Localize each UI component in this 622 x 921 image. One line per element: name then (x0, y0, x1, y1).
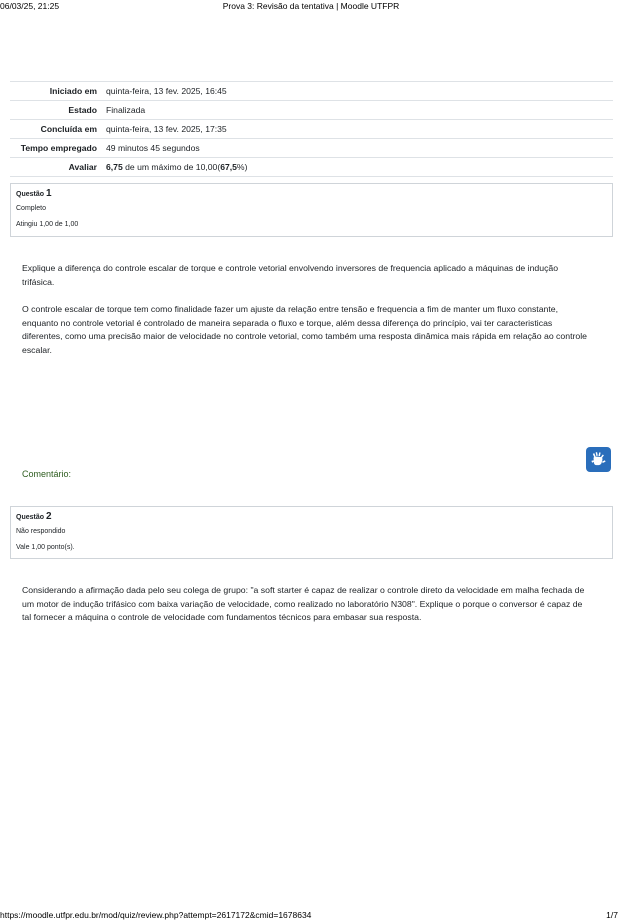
print-datetime: 06/03/25, 21:25 (0, 1, 60, 11)
print-footer (0, 909, 622, 921)
print-header (0, 0, 622, 12)
summary-value: quinta-feira, 13 fev. 2025, 17:35 (106, 124, 227, 134)
summary-row-completed (10, 120, 613, 139)
attempt-summary-table (10, 81, 613, 177)
summary-label: Tempo empregado (20, 143, 97, 153)
summary-label: Avaliar (68, 162, 97, 172)
question-info-1 (10, 183, 613, 237)
question-number-value: 2 (45, 511, 52, 522)
summary-label: Estado (68, 105, 97, 115)
summary-value: 49 minutos 45 segundos (106, 143, 200, 153)
summary-label: Concluída em (40, 124, 97, 134)
grade-text: de um máximo de 10,00( (122, 162, 221, 172)
question-state: Não respondido (16, 528, 66, 535)
print-url: https://moodle.utfpr.edu.br/mod/quiz/review.php?attempt=2617172&cmid=1678634 (0, 910, 312, 920)
summary-grade-value (102, 158, 613, 177)
question-1-prompt: Explique a diferença do controle escalar de torque e controle vetorial envolvendo inversores de frequencia aplicado a máquinas de indução trifásica. (22, 263, 559, 287)
accessibility-button[interactable] (586, 447, 611, 472)
print-page-number: 1/7 (606, 910, 618, 920)
question-number-value: 1 (45, 188, 52, 199)
summary-row-started (10, 82, 613, 101)
summary-label: Iniciado em (49, 86, 97, 96)
question-2-prompt: Considerando a afirmação dada pelo seu colega de grupo: "a soft starter é capaz de realizar o controle direto da velocidade em malha fechada de um motor de indução trifásico com baixa variação de velocidade, como realizado no laboratório N308". Explique o porque o conversor é capaz de tal fornecer a máquina o controle de velocidade com fundamentos técnicos para embasar sua resposta. (22, 585, 585, 622)
question-number (16, 511, 607, 524)
question-grade: Atingiu 1,00 de 1,00 (16, 221, 79, 228)
summary-row-time-taken (10, 139, 613, 158)
question-1-answer: O controle escalar de torque tem como finalidade fazer um ajuste da relação entre tensão e frequencia a fim de manter um fluxo constante, enquanto no controle vetorial é controlado de maneira separada o fluxo e torque, além dessa diferença do princípio, vai ter caracteristicas diferentes, como uma precisão maior de velocidade no controle vetorial, como também uma resposta dinâmica mais rápida em relação ao controle escalar. (22, 304, 587, 355)
question-1-comment-label: Comentário: (22, 469, 72, 479)
summary-value: Finalizada (106, 105, 146, 115)
grade-text-end: %) (236, 162, 248, 172)
hand-sign-language-icon (590, 451, 607, 468)
summary-row-grade (10, 158, 613, 177)
question-info-2 (10, 506, 613, 559)
question-number (16, 188, 607, 201)
summary-value: quinta-feira, 13 fev. 2025, 16:45 (106, 86, 227, 96)
question-grade: Vale 1,00 ponto(s). (16, 544, 75, 551)
question-state: Completo (16, 205, 46, 212)
summary-row-state (10, 101, 613, 120)
question-label: Questão (16, 514, 45, 521)
print-page-title: Prova 3: Revisão da tentativa | Moodle UTFPR (222, 1, 400, 11)
grade-score: 6,75 (106, 162, 123, 172)
grade-percent: 67,5 (220, 162, 237, 172)
question-label: Questão (16, 191, 45, 198)
